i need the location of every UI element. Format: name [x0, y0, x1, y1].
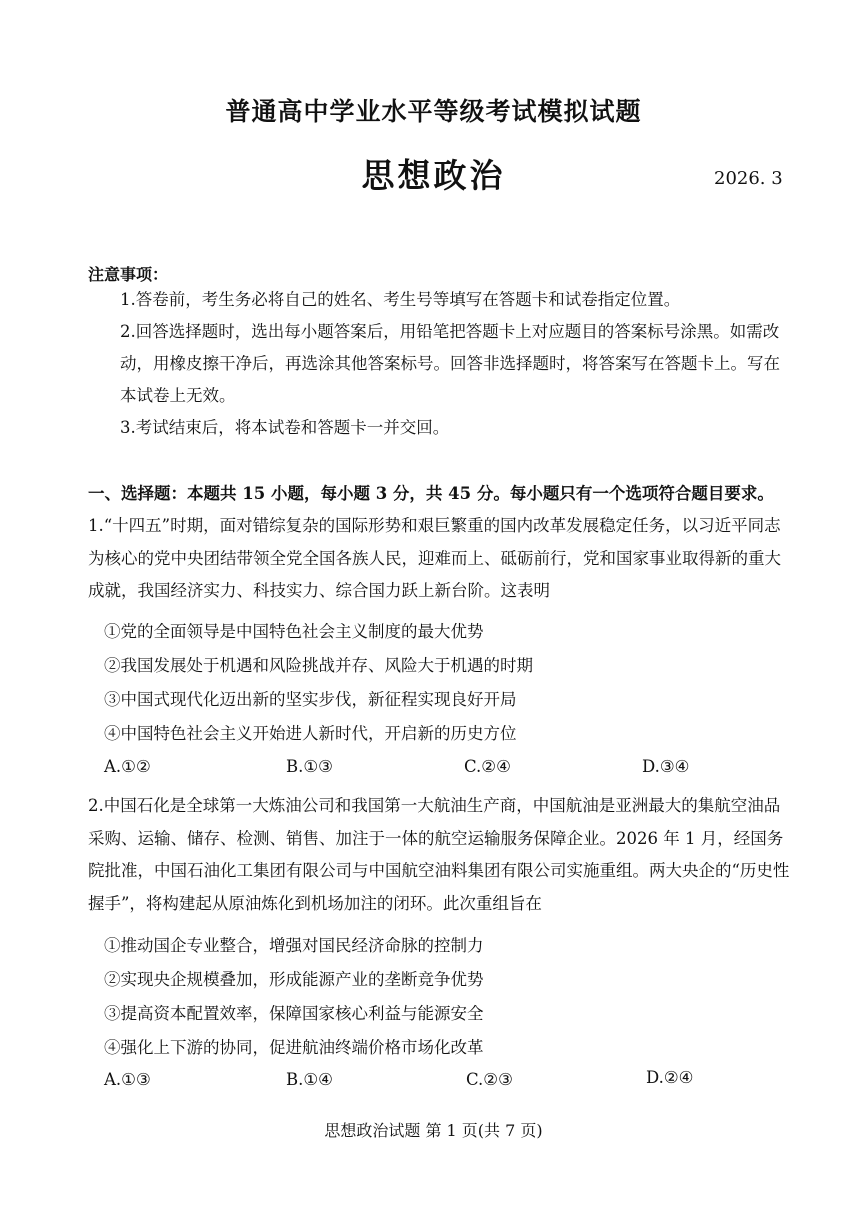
question-2-statement-3: ③提高资本配置效率，保障国家核心利益与能源安全	[104, 1004, 484, 1023]
question-1-choice-c: C.②④	[464, 757, 511, 776]
question-2-choice-a: A.①③	[104, 1070, 151, 1089]
notice-item-1: 1.答卷前，考生务必将自己的姓名、考生号等填写在答题卡和试卷指定位置。	[120, 290, 681, 309]
question-1-statement-2: ②我国发展处于机遇和风险挑战并存、风险大于机遇的时期	[104, 656, 533, 675]
question-1-stem: 1.“十四五”时期，面对错综复杂的国际形势和艰巨繁重的国内改革发展稳定任务，以习近平同志为核心的党中央团结带领全党全国各族人民，迎难而上、砥砺前行，党和国家事业取得新的重大成就，我国经济实力、科技实力、综合国力跃上新台阶。这表明	[88, 516, 781, 600]
subject-title: 思想政治	[361, 156, 506, 195]
exam-date: 2026. 3	[714, 168, 783, 189]
question-1-statement-3: ③中国式现代化迈出新的坚实步伐，新征程实现良好开局	[104, 690, 517, 709]
question-1-choice-a: A.①②	[104, 757, 151, 776]
page-footer: 思想政治试题 第 1 页(共 7 页)	[324, 1121, 543, 1140]
exam-title: 普通高中学业水平等级考试模拟试题	[225, 97, 642, 126]
question-1-choice-b: B.①③	[286, 757, 333, 776]
notice-item-2: 2.回答选择题时，选出每小题答案后，用铅笔把答题卡上对应题目的答案标号涂黑。如需改动，用橡皮擦干净后，再选涂其他答案标号。回答非选择题时，将答案写在答题卡上。写在本试卷上无效。	[120, 322, 780, 405]
notice-item-3: 3.考试结束后，将本试卷和答题卡一并交回。	[120, 418, 450, 437]
notice-heading: 注意事项：	[88, 265, 169, 284]
question-2-choice-c: C.②③	[466, 1070, 513, 1089]
question-1-statement-1: ①党的全面领导是中国特色社会主义制度的最大优势	[104, 622, 484, 641]
question-2-statement-1: ①推动国企专业整合，增强对国民经济命脉的控制力	[104, 936, 484, 955]
question-1-statement-4: ④中国特色社会主义开始进人新时代，开启新的历史方位	[104, 724, 517, 743]
question-2-choice-b: B.①④	[286, 1070, 333, 1089]
question-2-stem: 2.中国石化是全球第一大炼油公司和我国第一大航油生产商，中国航油是亚洲最大的集航空油品采购、运输、储存、检测、销售、加注于一体的航空运输服务保障企业。2026 年 1 月，经国务院批准，中国石油化工集团有限公司与中国航空油料集团有限公司实施重组。两大央企的“历史性握手”，将构建起从原油炼化到机场加注的闭环。此次重组旨在	[88, 796, 790, 913]
question-1-choice-d: D.③④	[642, 757, 690, 776]
question-2-statement-2: ②实现央企规模叠加，形成能源产业的垄断竞争优势	[104, 970, 484, 989]
section-heading: 一、选择题：本题共 15 小题，每小题 3 分，共 45 分。每小题只有一个选项符合题目要求。	[88, 484, 774, 503]
question-2-choice-d: D.②④	[646, 1068, 694, 1087]
question-2-statement-4: ④强化上下游的协同，促进航油终端价格市场化改革	[104, 1038, 484, 1057]
